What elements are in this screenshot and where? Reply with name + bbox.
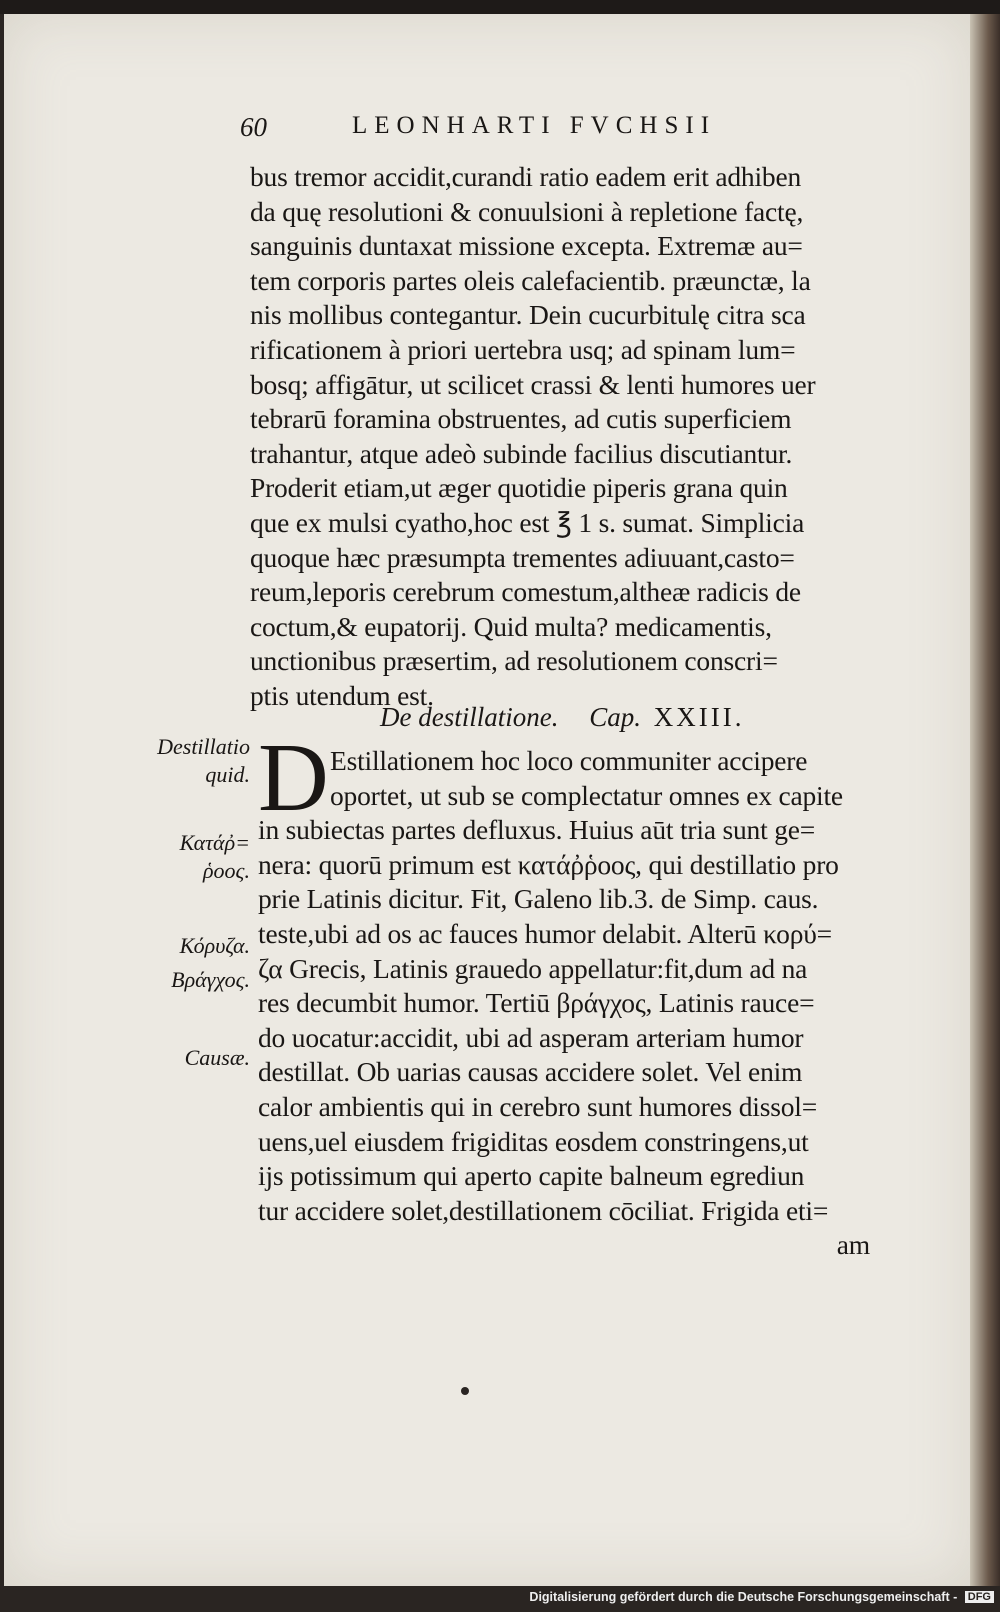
text-line: sanguinis duntaxat missione excepta. Extremæ au=	[250, 230, 803, 262]
margin-note-branchos: Βράγχος.	[171, 967, 250, 992]
chapter-title	[380, 700, 800, 734]
page-header	[240, 112, 760, 152]
text-line: tebrarū foramina obstruentes, ad cutis superficiem	[250, 403, 792, 435]
margin-note-destillatio	[150, 733, 250, 789]
text-line: tem corporis partes oleis calefacientib. præunctæ, la	[250, 264, 811, 296]
digitization-credit	[529, 1590, 994, 1604]
text-line: ptis utendum est.	[250, 679, 434, 711]
text-line: reum,leporis cerebrum comestum,altheæ radicis de	[250, 576, 801, 608]
catchword: am	[836, 1229, 870, 1261]
text-line: Proderit etiam,ut æger quotidie piperis grana quin	[250, 472, 788, 504]
text-line: uens,uel eiusdem frigiditas eosdem constringens,ut	[258, 1125, 809, 1157]
text-line: destillat. Ob uarias causas accidere solet. Vel enim	[258, 1056, 803, 1088]
text-line: bus tremor accidit,curandi ratio eadem erit adhiben	[250, 161, 802, 192]
scan-border-top	[0, 0, 1000, 14]
text-line: que ex mulsi cyatho,hoc est ℥ 1 s. sumat. Simplicia	[250, 506, 805, 538]
margin-note-line: Κατάῤ=	[179, 830, 250, 855]
text-line: bosq; affigātur, ut scilicet crassi & lenti humores uer	[250, 368, 816, 400]
margin-note-line: quid.	[205, 762, 250, 787]
text-line: prie Latinis dicitur. Fit, Galeno lib.3. de Simp. caus.	[258, 883, 819, 915]
text-line: oportet, ut sub se complectatur omnes ex capite	[330, 779, 843, 811]
margin-note-causae: Causæ.	[184, 1045, 250, 1070]
drop-cap: D	[258, 724, 329, 832]
chapter-number: XXIII.	[653, 702, 745, 732]
margin-note-koryza: Κόρυζα.	[179, 933, 250, 958]
text-line: Estillationem hoc loco communiter accipere	[330, 745, 808, 776]
margin-note-line: ῥοος.	[203, 858, 250, 883]
dfg-logo: DFG	[965, 1591, 994, 1603]
chapter-title-text: De destillatione.	[380, 702, 559, 732]
text-line: res decumbit humor. Tertiū βράγχος, Latinis rauce=	[258, 987, 815, 1019]
text-line: nis mollibus contegantur. Dein cucurbitulę citra sca	[250, 299, 806, 331]
text-line: nera: quorū primum est κατάῤῥοος, qui destillatio pro	[258, 848, 839, 880]
text-line: da quę resolutioni & conuulsioni à repletione factę,	[250, 195, 804, 227]
chapter-body	[258, 744, 898, 1263]
text-line: teste,ubi ad os ac fauces humor delabit. Alterū κορύ=	[258, 917, 832, 949]
text-line: quoque hæc præsumpta trementes adiuuant,casto=	[250, 541, 795, 573]
text-line: tur accidere solet,destillationem cōciliat. Frigida eti=	[258, 1194, 829, 1226]
text-line: trahantur, atque adeò subinde facilius discutiantur.	[250, 437, 793, 469]
running-head: LEONHARTI FVCHSII	[352, 112, 717, 139]
margin-note-katarrhoos	[150, 829, 250, 885]
margin-note-line: Destillatio	[157, 734, 250, 759]
text-line: ζα Grecis, Latinis grauedo appellatur:fit,dum ad na	[258, 952, 808, 984]
text-line: ijs potissimum qui aperto capite balneum egrediun	[258, 1160, 805, 1192]
text-line: calor ambientis qui in cerebro sunt humores dissol=	[258, 1090, 818, 1122]
text-line: rificationem à priori uertebra usq; ad spinam lum=	[250, 333, 796, 365]
text-line: coctum,& eupatorij. Quid multa? medicamentis,	[250, 610, 772, 642]
text-line: unctionibus præsertim, ad resolutionem conscri=	[250, 645, 778, 677]
chapter-cap-label: Cap.	[589, 702, 641, 732]
text-line: do uocatur:accidit, ubi ad asperam arteriam humor	[258, 1021, 804, 1053]
page-dot-mark	[461, 1387, 469, 1395]
credit-text: Digitalisierung gefördert durch die Deutsche Forschungsgemeinschaft -	[529, 1590, 958, 1604]
page-edge-shadow	[970, 14, 1000, 1586]
page-number: 60	[240, 112, 267, 142]
body-text	[250, 160, 890, 714]
text-line: in subiectas partes defluxus. Huius aūt tria sunt ge=	[258, 814, 816, 846]
